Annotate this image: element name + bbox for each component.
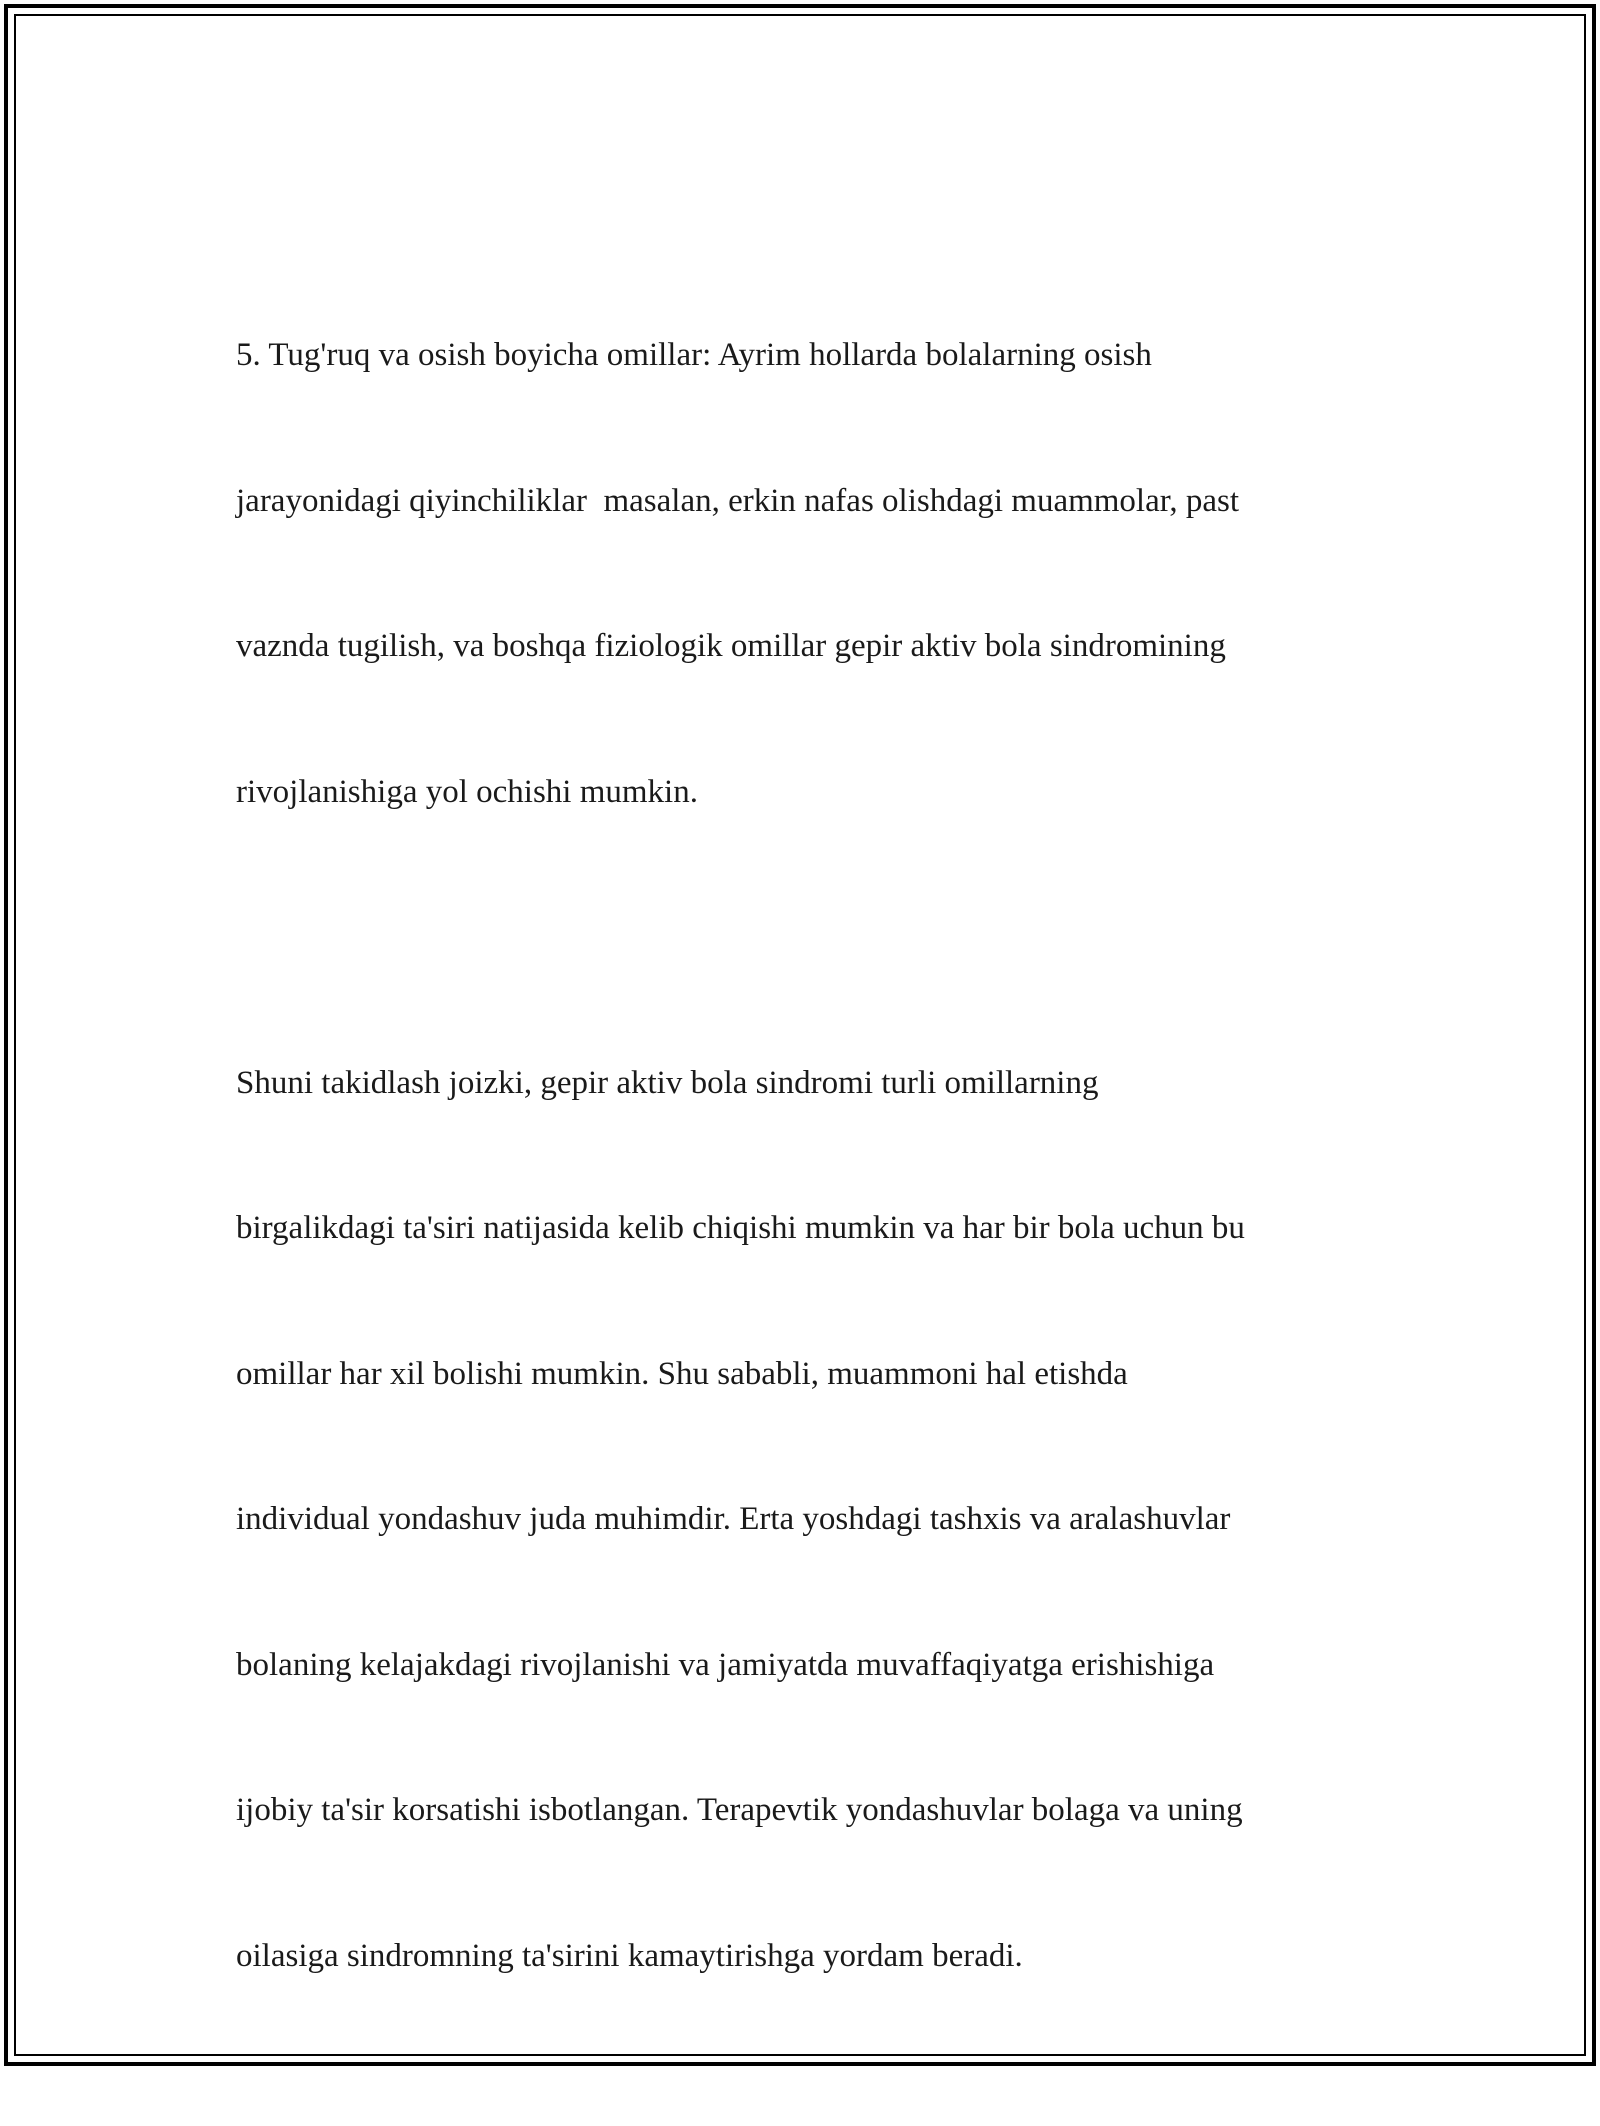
text-line: birgalikdagi ta'siri natijasida kelib chiqishi mumkin va har bir bola uchun bu (236, 1210, 1245, 1246)
text-line: Shuni takidlash joizki, gepir aktiv bola sindromi turli omillarning (236, 1064, 1099, 1101)
text-line: omillar har xil bolishi mumkin. Shu sababli, muammoni hal etishda (236, 1355, 1128, 1392)
text-line: rivojlanishiga yol ochishi mumkin. (236, 773, 698, 810)
text-line: 5. Tug'ruq va osish boyicha omillar: Ayrim hollarda bolalarning osish (236, 337, 1152, 373)
text-line: oilasiga sindromning ta'sirini kamaytirishga yordam beradi. (236, 1937, 1023, 1974)
text-line: individual yondashuv juda muhimdir. Erta yoshdagi tashxis va aralashuvlar (236, 1501, 1231, 1537)
text-line: vaznda tugilish, va boshqa fiziologik omillar gepir aktiv bola sindromining (236, 628, 1226, 664)
text-line: bolaning kelajakdagi rivojlanishi va jamiyatda muvaffaqiyatga erishishiga (236, 1646, 1215, 1683)
paragraph-growth-factors (236, 234, 1376, 913)
text-line: jarayonidagi qiyinchiliklar masalan, erkin nafas olishdagi muammolar, past (236, 482, 1240, 519)
text-line: ijobiy ta'sir korsatishi isbotlangan. Terapevtik yondashuvlar bolaga va uning (236, 1792, 1243, 1828)
document-body (236, 234, 1376, 2126)
paragraph-conclusion (236, 962, 1376, 2078)
